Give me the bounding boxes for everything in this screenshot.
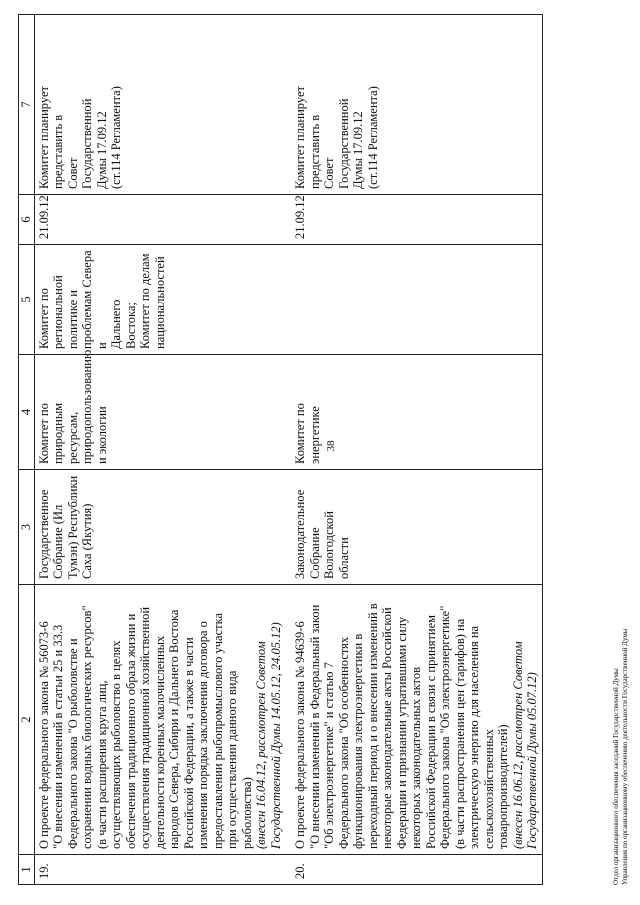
row-number: 20. — [285, 855, 542, 885]
text-line: Комитет по — [36, 288, 51, 349]
initiator — [285, 470, 542, 585]
text-line: политике и — [65, 290, 80, 349]
column-header: 2 — [19, 585, 35, 855]
column-header: 4 — [19, 355, 35, 470]
column-header: 5 — [19, 245, 35, 355]
legislation-table — [18, 15, 618, 885]
document-footer — [612, 15, 630, 885]
text-line: изменения порядка заключения договора о — [196, 621, 210, 849]
text-line: региональной — [51, 275, 65, 349]
text-line: переходный период и о внесении изменений в — [365, 603, 380, 849]
text-line: Федерации и признании утратившими силу — [394, 616, 409, 849]
table-header-row — [19, 15, 35, 885]
text-line: О проекте федерального закона № 94639-6 — [293, 621, 307, 849]
table-row — [34, 15, 285, 885]
bill-description — [34, 585, 285, 855]
text-line: Совет — [65, 157, 80, 189]
review-date: 21.09.12 — [34, 195, 285, 245]
responsible-committee — [34, 349, 285, 470]
text-line: народов Севера, Сибири и Дальнего Востока — [167, 609, 181, 849]
plan-note — [285, 15, 542, 195]
text-line: Государственной — [80, 98, 94, 189]
text-line: Комитет по — [293, 403, 307, 464]
text-line: Комитет по — [36, 403, 51, 464]
submission-note-line: (внесен 16.04.12, рассмотрен Советом — [254, 641, 268, 849]
text-line: "О внесении изменений в статьи 25 и 33.3 — [51, 624, 65, 849]
text-line: Тумэн) Республики — [65, 475, 80, 579]
text-line: рыболовства) — [239, 777, 254, 849]
footer-line: Отдел организационного обеспечения заседаний Государственной Думы — [612, 668, 620, 885]
text-line: сельскохозяйственных — [481, 729, 496, 849]
text-line: энергетике — [307, 406, 322, 464]
text-line: Государственное — [36, 489, 51, 579]
text-line: Собрание — [307, 527, 322, 579]
text-line: Федерального закона "Об электроэнергетике" — [438, 605, 452, 849]
text-line: Российской Федерации, а также в части — [181, 637, 196, 849]
text-line: предоставлении рыбопромыслового участка — [210, 612, 225, 849]
text-line: Законодательное — [293, 489, 307, 579]
text-line: и экологии — [94, 406, 109, 464]
row-number: 19. — [34, 855, 285, 885]
text-line: природным ресурсам, — [51, 402, 80, 464]
page-number: 38 — [325, 440, 337, 452]
review-date: 21.09.12 — [285, 195, 542, 245]
column-header: 6 — [19, 195, 35, 245]
submission-note-line: (внесен 16.06.12, рассмотрен Советом — [510, 641, 525, 849]
text-line: Думы 17.09.12 — [94, 111, 109, 189]
text-line: функционирования электроэнергетики в — [351, 633, 365, 849]
column-header: 1 — [19, 855, 35, 885]
text-line: Комитет планирует — [293, 86, 307, 189]
text-line: Федерального закона "Об особенностях — [336, 636, 351, 849]
column-header: 7 — [19, 15, 35, 195]
co-committees — [34, 245, 285, 355]
bill-description — [285, 585, 542, 855]
text-line: электрическую энергию для населения на — [467, 625, 481, 849]
co-committees — [285, 245, 542, 355]
text-line: представить в — [307, 114, 322, 189]
text-line: осуществления традиционной хозяйственной — [138, 606, 152, 849]
column-header: 3 — [19, 470, 35, 585]
text-line: Саха (Якутия) — [80, 503, 94, 579]
text-line: проблемам Севера и — [80, 250, 109, 349]
text-line: природопользованию — [80, 349, 94, 464]
text-line: Федерального закона "О рыболовстве и — [65, 638, 80, 849]
text-line: (в части распространения цен (тарифов) на — [452, 618, 467, 849]
text-line: области — [336, 537, 351, 579]
text-line: (ст.114 Регламента) — [365, 86, 380, 189]
text-line: (ст.114 Регламента) — [109, 86, 123, 189]
text-line: Комитет по делам — [138, 253, 152, 349]
text-line: Совет — [322, 157, 336, 189]
text-line: Государственной — [336, 98, 351, 189]
text-line: "Об электроэнергетике" и статью 7 — [322, 662, 336, 849]
footer-line: Управления по организационному обеспечению деятельности Государственной Думы — [621, 628, 629, 885]
text-line: Российской Федерации в связи с принятием — [423, 614, 438, 849]
text-line: О проекте федерального закона № 56073-6 — [36, 621, 51, 849]
text-line: товаропроизводителей) — [496, 724, 510, 849]
plan-note — [34, 15, 285, 195]
submission-note-line: Государственной Думы 14.05.12, 24.05.12) — [268, 622, 283, 849]
text-line: осуществляющих рыболовство в целях — [109, 640, 123, 849]
text-line: Комитет планирует — [36, 86, 51, 189]
text-line: Собрание (Ил — [51, 504, 65, 579]
text-line: обеспечения традиционного образа жизни и — [123, 613, 138, 849]
responsible-committee — [285, 355, 542, 470]
text-line: некоторых законодательных актов — [409, 667, 423, 849]
submission-note-line: Государственной Думы 05.07.12) — [525, 672, 539, 849]
text-line: деятельности коренных малочисленных — [152, 635, 167, 849]
rotated-page-content — [18, 15, 629, 885]
text-line: представить в — [51, 114, 65, 189]
text-line: Вологодской — [322, 511, 336, 579]
text-line: (в части расширения круга лиц, — [94, 680, 109, 849]
text-line: при осуществлении данного вида — [225, 670, 239, 849]
text-line: Дальнего Востока; — [109, 299, 138, 349]
initiator — [34, 470, 285, 585]
text-line: национальностей — [152, 256, 167, 349]
table-row — [285, 15, 542, 885]
text-line: сохранении водных биологических ресурсов" — [80, 605, 94, 849]
text-line: "О внесении изменений в Федеральный закон — [307, 604, 322, 849]
text-line: Думы 17.09.12 — [351, 111, 365, 189]
text-line: некоторые законодательные акты Российской — [380, 607, 394, 849]
